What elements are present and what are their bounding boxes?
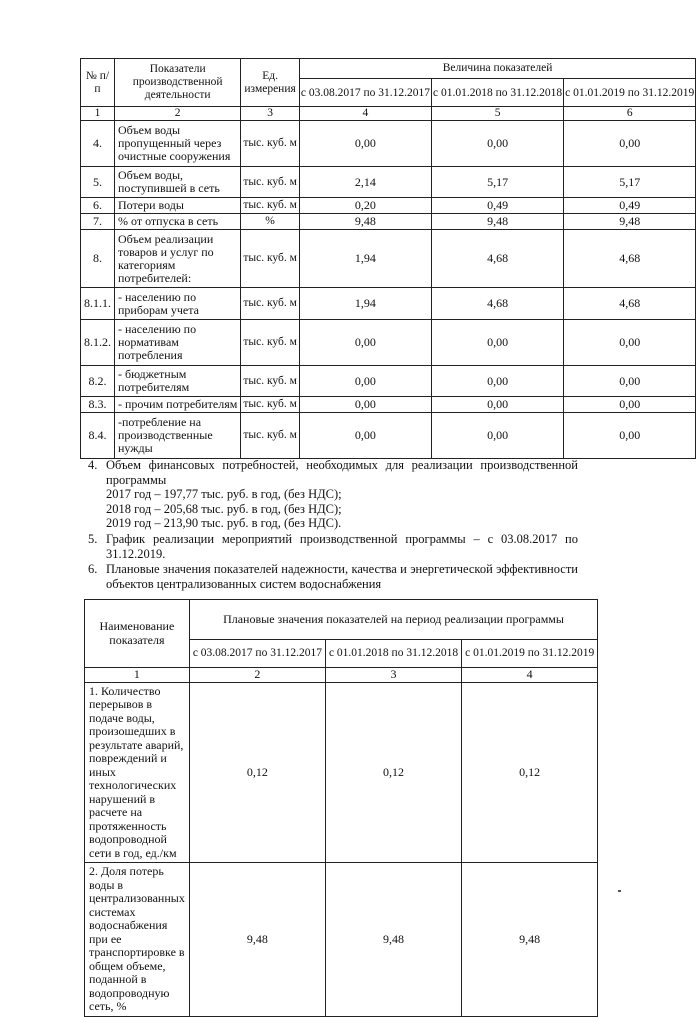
row-unit: тыс. куб. м [241,121,300,167]
item-number: 4. [88,458,98,472]
col-number: 3 [325,668,461,683]
row-num: 8.1.1. [81,288,115,320]
row-indicator: Объем воды пропущенный через очистные сооружения [115,121,241,167]
row-value: 4,68 [432,230,564,288]
row-unit: тыс. куб. м [241,397,300,413]
row-indicator: - населению по приборам учета [115,288,241,320]
col-number: 2 [115,107,241,121]
header-period-3: с 01.01.2019 по 31.12.2019 [462,640,598,668]
header-period-2: с 01.01.2018 по 31.12.2018 [325,640,461,668]
table-row [81,288,696,320]
row-value: 4,68 [564,230,696,288]
table-row [81,230,696,288]
row-value: 0,00 [564,397,696,413]
header-indicator-name: Наименование показателя [85,600,190,668]
row-value: 0,00 [432,366,564,397]
row-value: 0,00 [564,366,696,397]
header-period-1: с 03.08.2017 по 31.12.2017 [189,640,325,668]
item-4-financial-needs [88,458,578,531]
row-value: 4,68 [564,288,696,320]
row-value: 0,20 [299,198,431,214]
table-row [81,167,696,198]
item-text: График реализации мероприятий производственной программы – с 03.08.2017 по 31.12.2019. [106,532,578,561]
row-value: 5,17 [564,167,696,198]
col-number: 1 [85,668,190,683]
header-value-group: Величина показателей [299,59,695,79]
col-number: 3 [241,107,300,121]
row-num: 7. [81,214,115,230]
row-value: 9,48 [299,214,431,230]
row-num: 8.2. [81,366,115,397]
row-value: 9,48 [189,863,325,1017]
row-unit: тыс. куб. м [241,230,300,288]
row-value: 0,00 [299,366,431,397]
row-unit: тыс. куб. м [241,198,300,214]
financial-line-2017: 2017 год – 197,77 тыс. руб. в год, (без НДС); [106,487,342,501]
header-num: № п/п [81,59,115,107]
row-value: 1,94 [299,230,431,288]
row-value: 4,68 [432,288,564,320]
row-value: 0,00 [564,121,696,167]
item-number: 5. [88,532,98,546]
item-5-schedule [88,532,578,561]
row-indicator: % от отпуска в сеть [115,214,241,230]
row-indicator: -потребление на производственные нужды [115,413,241,459]
row-value: 2,14 [299,167,431,198]
scan-mark [618,890,621,892]
row-unit: тыс. куб. м [241,366,300,397]
col-number: 4 [462,668,598,683]
row-indicator: Объем реализации товаров и услуг по категориям потребителей: [115,230,241,288]
row-unit: тыс. куб. м [241,167,300,198]
table-row [85,682,598,863]
row-unit: тыс. куб. м [241,320,300,366]
row-value: 0,00 [299,320,431,366]
row-indicator: - бюджетным потребителям [115,366,241,397]
row-indicator: Потери воды [115,198,241,214]
col-number: 5 [432,107,564,121]
table-row [81,413,696,459]
row-unit: % [241,214,300,230]
row-value: 9,48 [325,863,461,1017]
row-value: 0,00 [432,413,564,459]
row-value: 0,00 [432,121,564,167]
col-number: 1 [81,107,115,121]
financial-line-2019: 2019 год – 213,90 тыс. руб. в год, (без НДС). [106,516,342,530]
row-value: 9,48 [432,214,564,230]
row-num: 6. [81,198,115,214]
row-value: 0,00 [299,121,431,167]
row-value: 0,49 [432,198,564,214]
table-row [81,320,696,366]
item-6-planned-values [88,562,578,591]
row-value: 0,00 [564,320,696,366]
table-row [81,198,696,214]
table-row [81,366,696,397]
row-value: 0,00 [564,413,696,459]
financial-line-2018: 2018 год – 205,68 тыс. руб. в год, (без НДС); [106,501,342,516]
row-value: 0,00 [432,397,564,413]
row-value: 0,00 [432,320,564,366]
row-value: 0,00 [299,397,431,413]
item-text: Объем финансовых потребностей, необходимых для реализации производственной программы [106,458,578,487]
row-unit: тыс. куб. м [241,288,300,320]
row-value: 0,12 [462,682,598,863]
row-value: 0,00 [299,413,431,459]
item-text: Плановые значения показателей надежности, качества и энергетической эффективности объектов централизованных систем водоснабжения [106,562,578,591]
table-row [81,214,696,230]
row-indicator: 1. Количество перерывов в подаче воды, произошедших в результате аварий, повреждений и иных технологических нарушений в расчете на протяженность водопроводной сети в год, ед./км [85,682,190,863]
table-row [85,863,598,1017]
row-num: 4. [81,121,115,167]
header-indicators: Показатели производственной деятельности [115,59,241,107]
row-unit: тыс. куб. м [241,413,300,459]
row-value: 1,94 [299,288,431,320]
row-indicator: Объем воды, поступившей в сеть [115,167,241,198]
row-num: 8. [81,230,115,288]
col-number: 4 [299,107,431,121]
col-number: 2 [189,668,325,683]
row-num: 8.3. [81,397,115,413]
production-indicators-table [80,58,696,459]
header-unit: Ед. измерения [241,59,300,107]
row-value: 0,12 [325,682,461,863]
row-indicator: - прочим потребителям [115,397,241,413]
row-value: 9,48 [564,214,696,230]
header-period-1: с 03.08.2017 по 31.12.2017 [299,79,431,107]
header-period-3: с 01.01.2019 по 31.12.2019 [564,79,696,107]
row-indicator: - населению по нормативам потребления [115,320,241,366]
table-row [81,397,696,413]
row-indicator: 2. Доля потерь воды в централизованных системах водоснабжения при ее транспортировке в общем объеме, поданной в водопроводную сеть, % [85,863,190,1017]
planned-indicators-table [84,599,598,1017]
col-number: 6 [564,107,696,121]
header-period-2: с 01.01.2018 по 31.12.2018 [432,79,564,107]
row-value: 0,49 [564,198,696,214]
header-planned-group: Плановые значения показателей на период реализации программы [189,600,597,640]
table-row [81,121,696,167]
row-value: 9,48 [462,863,598,1017]
row-num: 8.4. [81,413,115,459]
row-value: 0,12 [189,682,325,863]
row-num: 8.1.2. [81,320,115,366]
row-value: 5,17 [432,167,564,198]
row-num: 5. [81,167,115,198]
item-number: 6. [88,562,98,576]
